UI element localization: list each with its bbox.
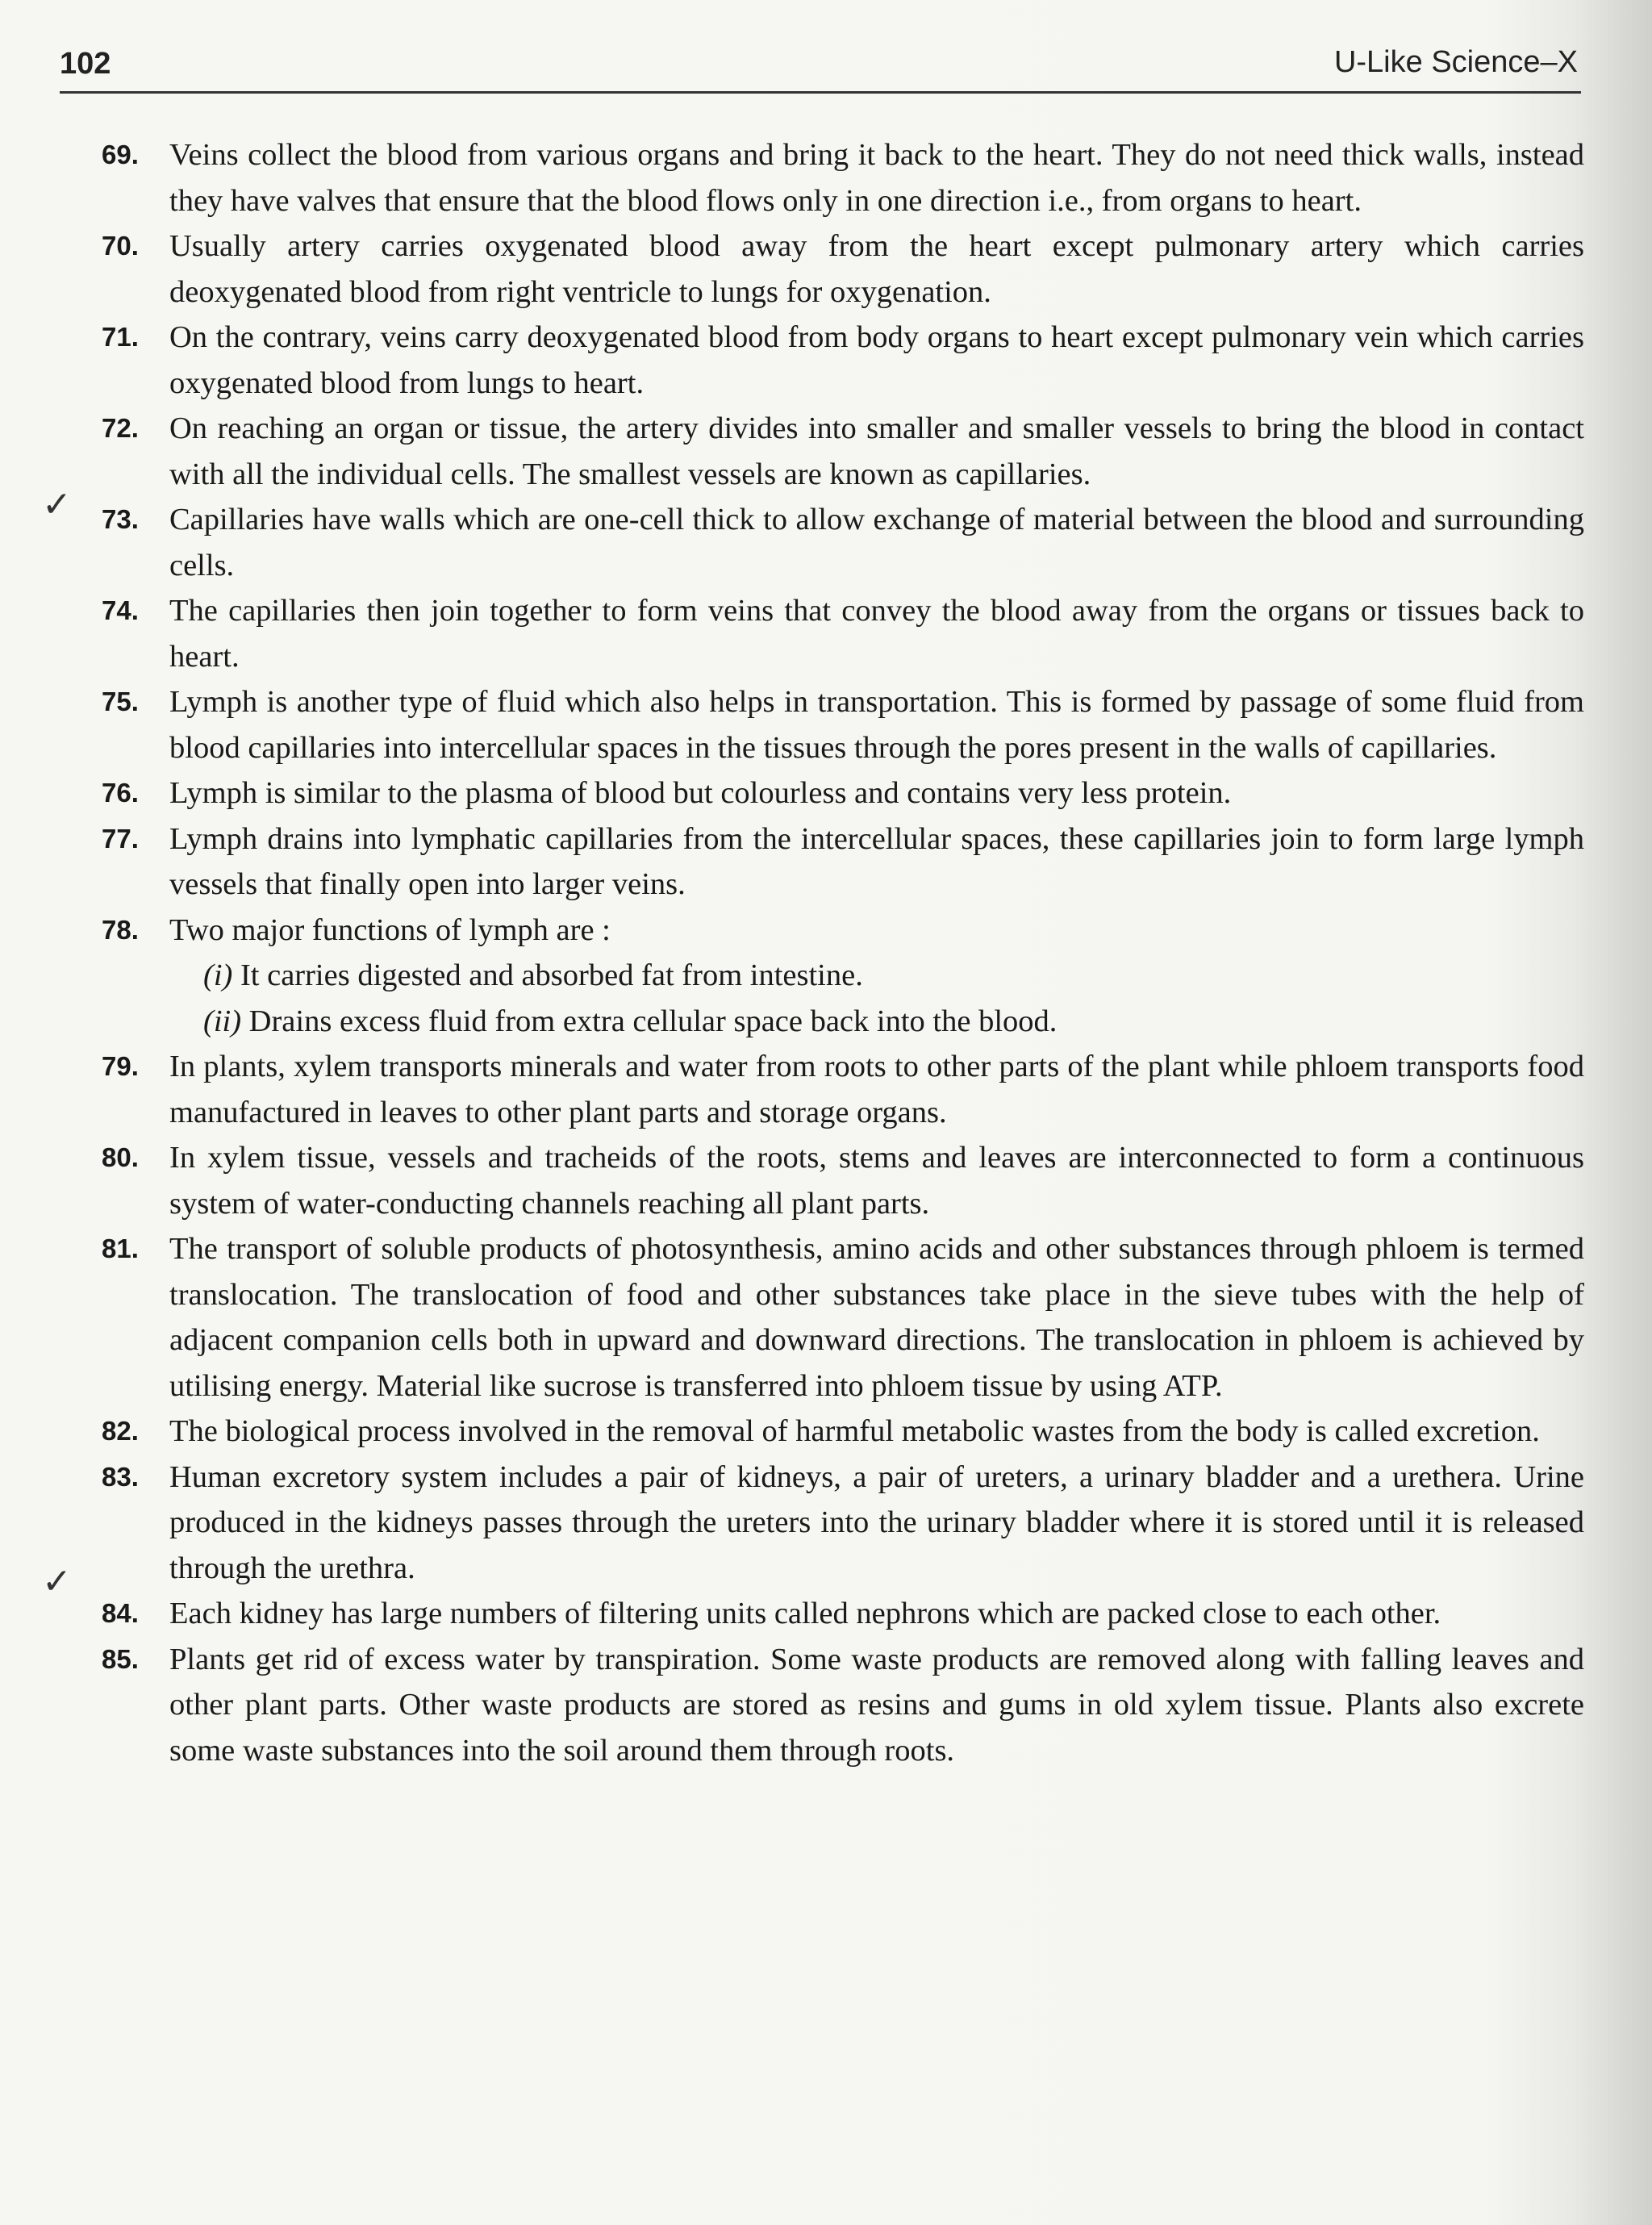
item-number: 82. <box>102 1416 139 1446</box>
list-item <box>102 588 1584 679</box>
item-text: The capillaries then join together to form veins that convey the blood away from the organs or tissues back to heart. <box>169 594 1584 674</box>
sub-item-text: Drains excess fluid from extra cellular space back into the blood. <box>248 1004 1058 1038</box>
list-item <box>102 406 1584 497</box>
item-number: 77. <box>102 823 139 854</box>
list-item <box>102 1226 1584 1409</box>
pen-tick-mark-icon: ✓ <box>42 1561 72 1602</box>
item-number: 85. <box>102 1643 139 1674</box>
item-text: Plants get rid of excess water by transpiration. Some waste products are removed along with falling leaves and other plant parts. Other waste products are stored as resins and gums in old xylem tissue. Plants also excrete some waste substances into the soil around them through roots. <box>169 1642 1584 1768</box>
sub-item-number: (i) <box>203 958 233 992</box>
list-item <box>102 1044 1584 1135</box>
list-item <box>102 770 1584 816</box>
item-number: 76. <box>102 778 139 808</box>
item-number: 79. <box>102 1051 139 1081</box>
item-number: 81. <box>102 1234 139 1263</box>
item-text: On the contrary, veins carry deoxygenated blood from body organs to heart except pulmonary vein which carries oxygenated blood from lungs to heart. <box>169 320 1584 400</box>
item-text: Human excretory system includes a pair of kidneys, a pair of ureters, a urinary bladder and a urethera. Urine produced in the kidneys passes through the ureters into the urinary bladder where it is stored until it is released through the urethra. <box>169 1459 1584 1585</box>
item-text: In xylem tissue, vessels and tracheids of the roots, stems and leaves are interconnected to form a continuous system of water-conducting channels reaching all plant parts. <box>169 1141 1584 1221</box>
item-number: 72. <box>102 413 139 443</box>
sub-item-text: It carries digested and absorbed fat from intestine. <box>240 958 863 992</box>
list-item <box>102 816 1584 908</box>
numbered-points-list <box>102 132 1584 1773</box>
list-item <box>102 1455 1584 1592</box>
list-item <box>102 1591 1584 1637</box>
pen-tick-mark-icon: ✓ <box>42 484 72 525</box>
item-text: Lymph is similar to the plasma of blood but colourless and contains very less protein. <box>169 776 1232 810</box>
list-item <box>102 1637 1584 1774</box>
list-item <box>102 315 1584 406</box>
sub-item <box>169 953 1584 999</box>
item-text: Each kidney has large numbers of filtering units called nephrons which are packed close to each other. <box>169 1597 1441 1630</box>
item-number: 84. <box>102 1598 139 1628</box>
sub-item <box>169 999 1584 1045</box>
item-number: 83. <box>102 1461 139 1492</box>
item-number: 74. <box>102 595 139 625</box>
item-number: 69. <box>102 140 139 169</box>
item-number: 73. <box>102 504 139 534</box>
item-text: The transport of soluble products of photosynthesis, amino acids and other substances through phloem is termed translocation. The translocation of food and other substances take place in the sieve tubes with the help of adjacent companion cells both in upward and downward directions. The translocation in phloem is achieved by utilising energy. Material like sucrose is transferred into phloem tissue by using ATP. <box>169 1232 1584 1403</box>
item-number: 70. <box>102 231 139 261</box>
item-text: Usually artery carries oxygenated blood away from the heart except pulmonary artery which carries deoxygenated blood from right ventricle to lungs for oxygenation. <box>169 229 1584 309</box>
running-head: U-Like Science–X <box>1333 45 1578 79</box>
sub-item-number: (ii) <box>203 1004 242 1038</box>
item-number: 78. <box>102 914 139 945</box>
list-item <box>102 1409 1584 1455</box>
list-item <box>102 497 1584 588</box>
list-item <box>102 223 1584 315</box>
list-item <box>102 132 1584 223</box>
item-number: 80. <box>102 1142 139 1172</box>
list-item <box>102 1135 1584 1226</box>
item-text: Capillaries have walls which are one-cell thick to allow exchange of material between the blood and surrounding cells. <box>169 503 1584 582</box>
item-text: Lymph drains into lymphatic capillaries from the intercellular spaces, these capillaries join to form large lymph vessels that finally open into larger veins. <box>169 821 1584 901</box>
list-item <box>102 679 1584 770</box>
page-number: 102 <box>60 47 111 81</box>
item-text: Veins collect the blood from various organs and bring it back to the heart. They do not need thick walls, instead they have valves that ensure that the blood flows only in one direction i.e., from organs to heart. <box>169 138 1584 218</box>
header-rule <box>60 91 1581 94</box>
item-text: The biological process involved in the removal of harmful metabolic wastes from the body is called excretion. <box>169 1414 1540 1448</box>
item-text: Lymph is another type of fluid which also helps in transportation. This is formed by passage of some fluid from blood capillaries into intercellular spaces in the tissues through the pores present in the walls of capillaries. <box>169 685 1584 765</box>
item-number: 75. <box>102 687 139 716</box>
item-text: Two major functions of lymph are : <box>169 912 611 947</box>
item-text: On reaching an organ or tissue, the artery divides into smaller and smaller vessels to bring the blood in contact with all the individual cells. The smallest vessels are known as capillaries. <box>169 411 1584 491</box>
item-number: 71. <box>102 322 139 352</box>
item-text: In plants, xylem transports minerals and water from roots to other parts of the plant while phloem transports food manufactured in leaves to other plant parts and storage organs. <box>169 1050 1584 1129</box>
list-item <box>102 908 1584 1045</box>
